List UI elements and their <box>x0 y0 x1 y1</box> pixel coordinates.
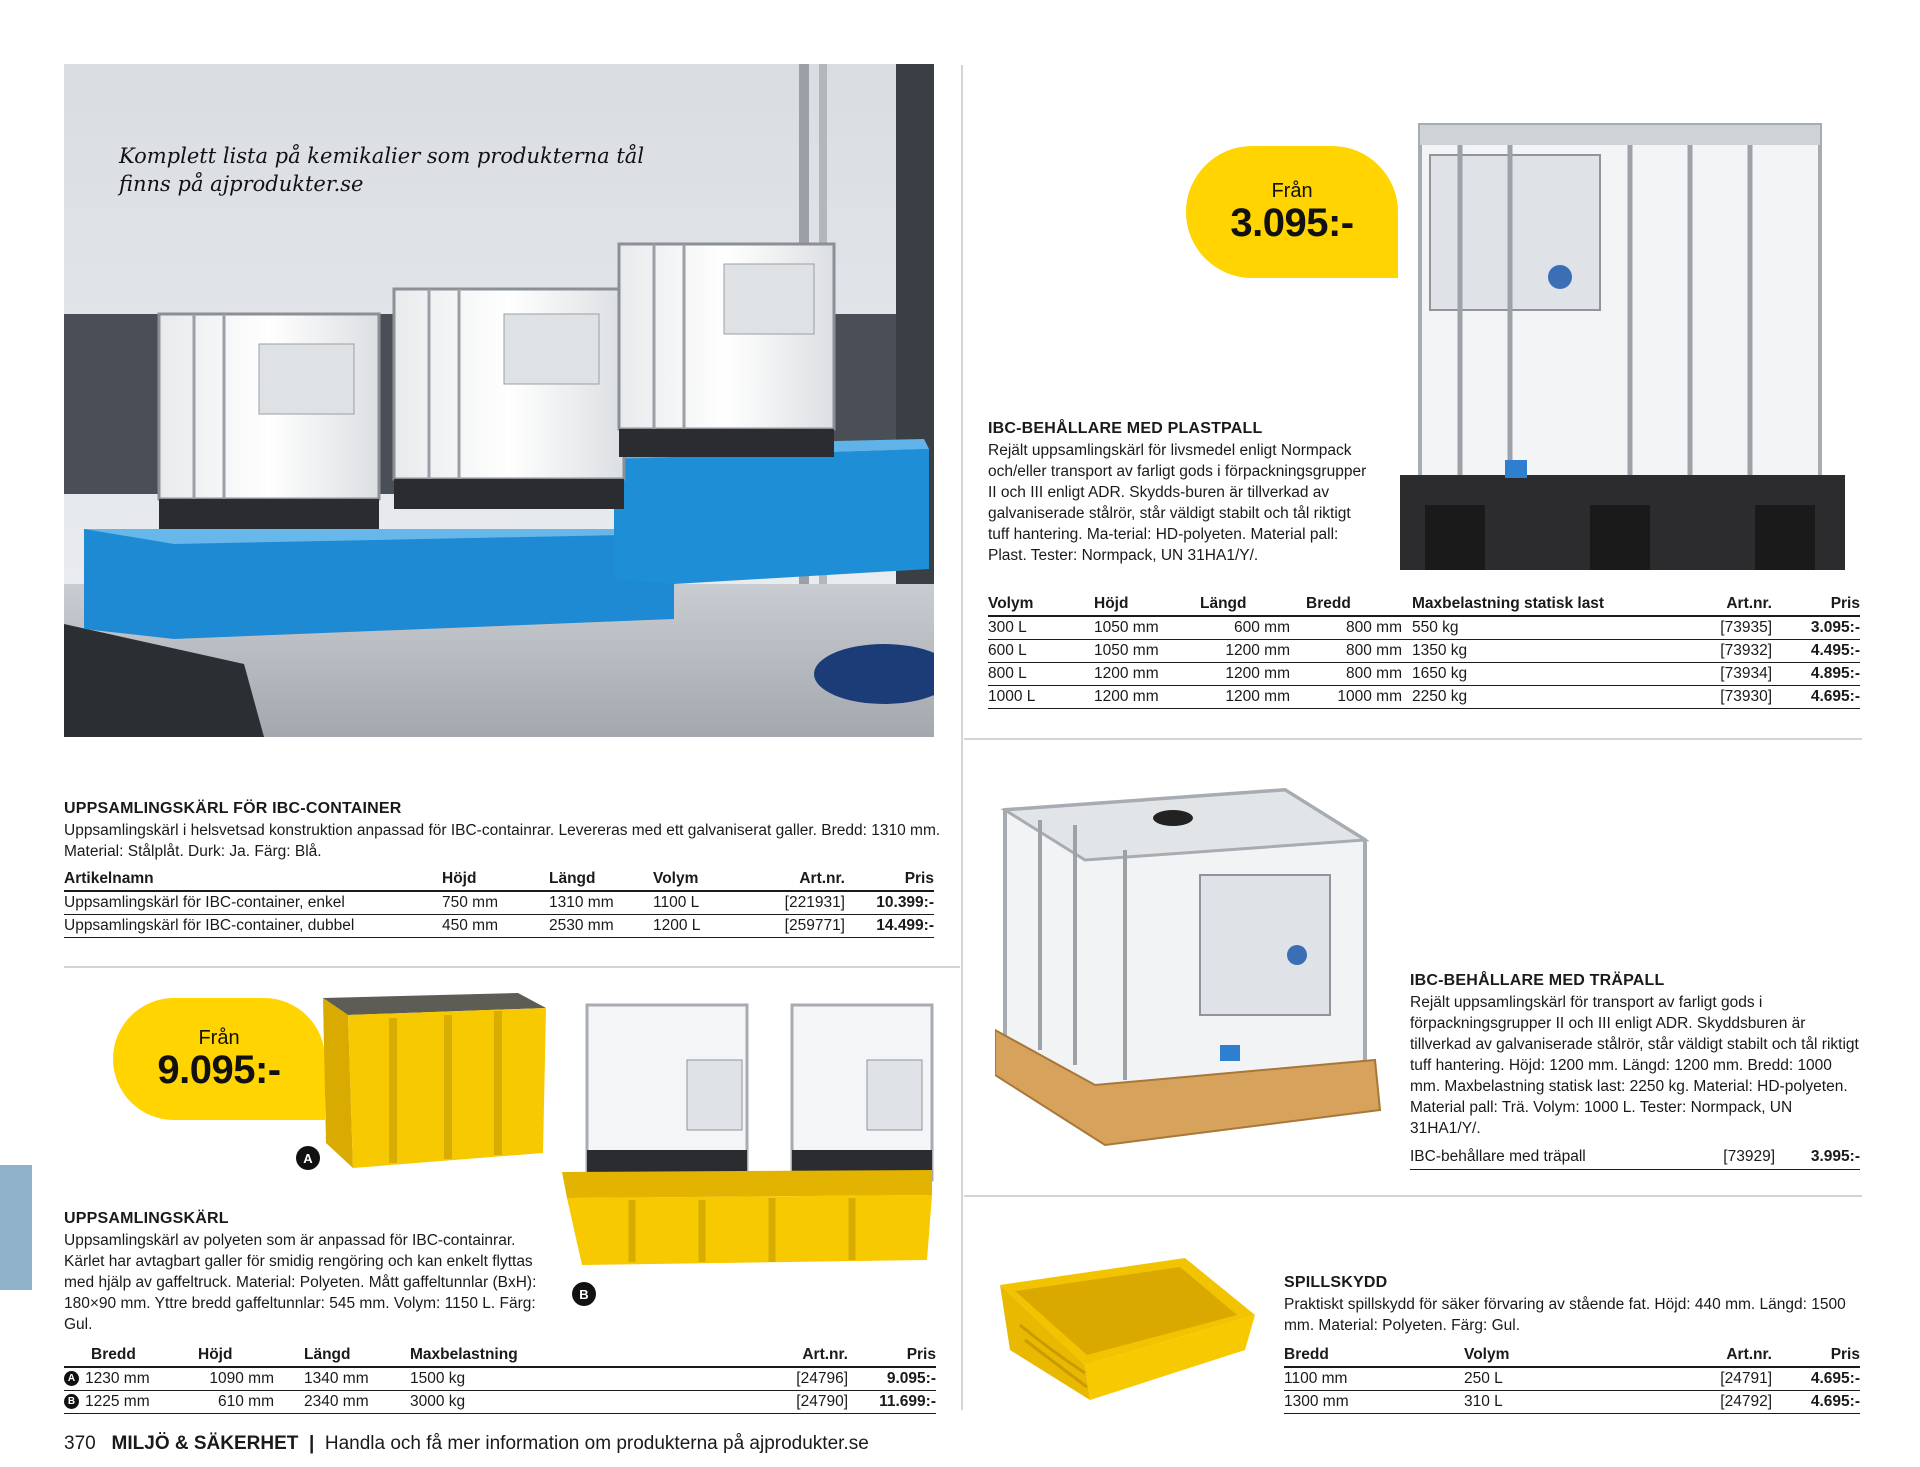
cell-pris: 14.499:- <box>845 914 934 937</box>
uppsamling-ibc-table <box>64 868 934 938</box>
page-number: 370 <box>64 1433 96 1454</box>
col-langd: Längd <box>304 1344 410 1367</box>
col-bredd: Bredd <box>1306 593 1412 616</box>
col-volym: Volym <box>653 868 753 891</box>
ibc-plastpall-image <box>1400 105 1850 580</box>
uppsamling-ibc-info <box>64 800 944 862</box>
badge-from-label: Från <box>1271 180 1313 202</box>
marker-b: B <box>572 1282 596 1306</box>
table-row <box>988 685 1860 708</box>
hero-caption-line2: finns på ajprodukter.se <box>119 172 364 196</box>
col-volym: Volym <box>1464 1344 1649 1367</box>
col-artnr: Art.nr. <box>1652 593 1772 616</box>
cell-volym: 1200 L <box>653 914 753 937</box>
col-bredd: Bredd <box>64 1344 198 1367</box>
ibc-plastpall-header-row <box>988 593 1860 616</box>
price-badge-plastpall <box>1186 146 1398 278</box>
cell-bredd: 1000 mm <box>1306 685 1412 708</box>
badge-price: 9.095:- <box>157 1048 281 1092</box>
spillskydd-table <box>1284 1344 1860 1414</box>
spillskydd-image <box>995 1255 1260 1405</box>
cell-artnr: [73932] <box>1652 639 1772 662</box>
ibc-plastpall-table <box>988 593 1860 709</box>
col-langd: Längd <box>549 868 653 891</box>
table-row <box>64 914 934 937</box>
cell-hojd: 1050 mm <box>1094 639 1200 662</box>
col-artnr: Art.nr. <box>1649 1344 1772 1367</box>
ibc-plastpall-description: Rejält uppsamlingskärl för livsmedel enligt Normpack och/eller transport av farligt gods i förpackningsgrupper II och III enligt ADR. Skydds-buren är tillverkad av galvaniserade stålrör, står väldigt stabilt och tål riktigt tuff hantering. Ma-terial: HD-polyeten. Material pall: Plast. Tester: Normpack, UN 31HA1/Y/. <box>988 442 1367 564</box>
cell-volym: 800 L <box>988 662 1094 685</box>
cell-pris: 4.695:- <box>1772 1390 1860 1413</box>
cell-pris: 10.399:- <box>845 891 934 914</box>
cell-maxbelastning: 2250 kg <box>1412 685 1652 708</box>
hero-caption-line1: Komplett lista på kemikalier som produkterna tål <box>119 144 645 168</box>
col-langd: Längd <box>1200 593 1306 616</box>
table-row <box>64 1367 936 1390</box>
cell-maxbelastning: 1350 kg <box>1412 639 1652 662</box>
footer-separator: | <box>308 1433 315 1454</box>
uppsamlingskarl-info <box>64 1210 544 1335</box>
divider-left <box>64 966 960 968</box>
ibc-trapall-table <box>1410 1146 1860 1170</box>
cell-langd: 2530 mm <box>549 914 653 937</box>
cell-maxbelastning: 1500 kg <box>410 1367 710 1390</box>
cell-artnr: [73930] <box>1652 685 1772 708</box>
cell-pris: 4.495:- <box>1772 639 1860 662</box>
table-row <box>1284 1367 1860 1390</box>
spillskydd-illustration <box>995 1255 1260 1405</box>
col-pris: Pris <box>1772 593 1860 616</box>
cell-hojd: 750 mm <box>442 891 549 914</box>
ibc-trapall-image <box>995 780 1385 1160</box>
cell-bredd: 800 mm <box>1306 639 1412 662</box>
cell-bredd: 1100 mm <box>1284 1367 1464 1390</box>
row-marker-b: B <box>64 1394 79 1409</box>
spillskydd-info <box>1284 1274 1864 1336</box>
uppsamling-ibc-title: UPPSAMLINGSKÄRL FÖR IBC-CONTAINER <box>64 800 402 817</box>
spillskydd-description: Praktiskt spillskydd för säker förvaring av stående fat. Höjd: 440 mm. Längd: 1500 mm. Material: Polyeten. Färg: Gul. <box>1284 1296 1846 1334</box>
cell-langd: 600 mm <box>1200 616 1306 639</box>
table-row <box>988 662 1860 685</box>
cell-artikelnamn: Uppsamlingskärl för IBC-container, enkel <box>64 891 442 914</box>
col-bredd: Bredd <box>1284 1344 1464 1367</box>
col-artnr: Art.nr. <box>710 1344 848 1367</box>
badge-price: 3.095:- <box>1230 201 1354 245</box>
cell-bredd <box>64 1390 198 1413</box>
cell-artnr: [24790] <box>710 1390 848 1413</box>
col-hojd: Höjd <box>442 868 549 891</box>
cell-artnr: [73934] <box>1652 662 1772 685</box>
col-artnr: Art.nr. <box>753 868 845 891</box>
uppsamlingskarl-description: Uppsamlingskärl av polyeten som är anpassad för IBC-containrar. Kärlet har avtagbart galler för smidig rengöring och kan enkelt flyttas med hjälp av gaffeltruck. Material: Polyeten. Mått gaffeltunnlar (BxH): 180×90 mm. Yttre bredd gaffeltunnlar: 545 mm. Volym: 1150 L. Färg: Gul. <box>64 1232 537 1333</box>
cell-artikelnamn: Uppsamlingskärl för IBC-container, dubbel <box>64 914 442 937</box>
table-row <box>988 616 1860 639</box>
cell-volym: 250 L <box>1464 1367 1649 1390</box>
price-badge-uppsamlingskarl <box>113 998 325 1120</box>
cell-langd: 1200 mm <box>1200 639 1306 662</box>
ibc-trapall-info <box>1410 972 1860 1139</box>
cell-artnr: [73929] <box>1660 1146 1775 1169</box>
table-row <box>1410 1146 1860 1169</box>
cell-hojd: 450 mm <box>442 914 549 937</box>
uppsamlingskarl-title: UPPSAMLINGSKÄRL <box>64 1210 229 1227</box>
col-pris: Pris <box>848 1344 936 1367</box>
cell-langd: 1200 mm <box>1200 662 1306 685</box>
cell-artnr: [259771] <box>753 914 845 937</box>
sump-b-image <box>562 1000 942 1270</box>
cell-volym: 600 L <box>988 639 1094 662</box>
cell-pris: 4.895:- <box>1772 662 1860 685</box>
divider-right-2 <box>964 1195 1862 1197</box>
cell-hojd: 1050 mm <box>1094 616 1200 639</box>
cell-pris: 3.095:- <box>1772 616 1860 639</box>
divider-right-1 <box>964 738 1862 740</box>
col-pris: Pris <box>845 868 934 891</box>
center-divider <box>961 65 963 1410</box>
ibc-plastpall-info <box>988 420 1368 566</box>
col-hojd: Höjd <box>198 1344 304 1367</box>
table-row <box>988 639 1860 662</box>
ibc-plastpall-illustration <box>1400 105 1850 580</box>
cell-pris: 9.095:- <box>848 1367 936 1390</box>
sump-a-illustration <box>318 993 548 1178</box>
cell-volym: 310 L <box>1464 1390 1649 1413</box>
spillskydd-header-row <box>1284 1344 1860 1367</box>
cell-langd: 1200 mm <box>1200 685 1306 708</box>
table-row <box>1284 1390 1860 1413</box>
uppsamling-ibc-description: Uppsamlingskärl i helsvetsad konstruktion anpassad för IBC-containrar. Levereras med ett galvaniserat galler. Bredd: 1310 mm. Material: Stålplåt. Durk: Ja. Färg: Blå. <box>64 822 941 860</box>
uppsamling-ibc-header-row <box>64 868 934 891</box>
cell-pris: 11.699:- <box>848 1390 936 1413</box>
cell-maxbelastning: 3000 kg <box>410 1390 710 1413</box>
cell-bredd: 1300 mm <box>1284 1390 1464 1413</box>
ibc-trapall-description: Rejält uppsamlingskärl för transport av farligt gods i förpackningsgrupper II och III enligt ADR. Skyddsburen är tillverkad av galvaniserade stålrör, står väldigt stabilt och tål riktigt tuff hantering. Höjd: 1200 mm. Längd: 1200 mm. Bredd: 1000 mm. Maxbelastning statisk last: 2250 kg. Material: HD-polyeten. Material pall: Trä. Volym: 1000 L. Tester: Normpack, UN 31HA1/Y/. <box>1410 994 1859 1137</box>
col-pris: Pris <box>1772 1344 1860 1367</box>
page-footer <box>64 1433 869 1455</box>
col-maxbelastning: Maxbelastning <box>410 1344 710 1367</box>
cell-bredd-value: 1225 mm <box>85 1392 150 1410</box>
hero-photo <box>64 64 934 737</box>
cell-volym: 300 L <box>988 616 1094 639</box>
spillskydd-title: SPILLSKYDD <box>1284 1274 1388 1291</box>
ibc-trapall-title: IBC-BEHÅLLARE MED TRÄPALL <box>1410 972 1665 989</box>
cell-langd: 2340 mm <box>304 1390 410 1413</box>
cell-bredd <box>64 1367 198 1390</box>
table-row <box>64 891 934 914</box>
cell-pris: 4.695:- <box>1772 1367 1860 1390</box>
cell-maxbelastning: 550 kg <box>1412 616 1652 639</box>
cell-bredd: 800 mm <box>1306 662 1412 685</box>
sump-b-illustration <box>562 1000 942 1270</box>
cell-volym: 1100 L <box>653 891 753 914</box>
cell-artikelnamn: IBC-behållare med träpall <box>1410 1146 1660 1169</box>
cell-artnr: [24796] <box>710 1367 848 1390</box>
table-row <box>64 1390 936 1413</box>
cell-volym: 1000 L <box>988 685 1094 708</box>
col-maxbelastning: Maxbelastning statisk last <box>1412 593 1652 616</box>
cell-bredd: 800 mm <box>1306 616 1412 639</box>
cell-hojd: 1200 mm <box>1094 685 1200 708</box>
section-tab <box>0 1165 32 1290</box>
col-hojd: Höjd <box>1094 593 1200 616</box>
cell-hojd: 1090 mm <box>198 1367 304 1390</box>
cell-hojd: 610 mm <box>198 1390 304 1413</box>
footer-link-text: Handla och få mer information om produkterna på ajprodukter.se <box>324 1433 869 1454</box>
cell-langd: 1340 mm <box>304 1367 410 1390</box>
col-artikelnamn: Artikelnamn <box>64 868 442 891</box>
cell-artnr: [73935] <box>1652 616 1772 639</box>
badge-from-label: Från <box>198 1027 240 1049</box>
cell-bredd-value: 1230 mm <box>85 1369 150 1387</box>
uppsamlingskarl-header-row <box>64 1344 936 1367</box>
row-marker-a: A <box>64 1371 79 1386</box>
sump-a-image <box>318 993 548 1178</box>
cell-langd: 1310 mm <box>549 891 653 914</box>
cell-artnr: [24791] <box>1649 1367 1772 1390</box>
ibc-plastpall-title: IBC-BEHÅLLARE MED PLASTPALL <box>988 420 1263 437</box>
footer-section-name: MILJÖ & SÄKERHET <box>111 1433 299 1454</box>
marker-a: A <box>296 1146 320 1170</box>
col-volym: Volym <box>988 593 1094 616</box>
cell-pris: 3.995:- <box>1775 1146 1860 1169</box>
cell-maxbelastning: 1650 kg <box>1412 662 1652 685</box>
cell-hojd: 1200 mm <box>1094 662 1200 685</box>
uppsamlingskarl-table <box>64 1344 936 1414</box>
ibc-trapall-illustration <box>995 780 1385 1160</box>
cell-pris: 4.695:- <box>1772 685 1860 708</box>
hero-caption <box>119 142 644 198</box>
cell-artnr: [24792] <box>1649 1390 1772 1413</box>
cell-artnr: [221931] <box>753 891 845 914</box>
